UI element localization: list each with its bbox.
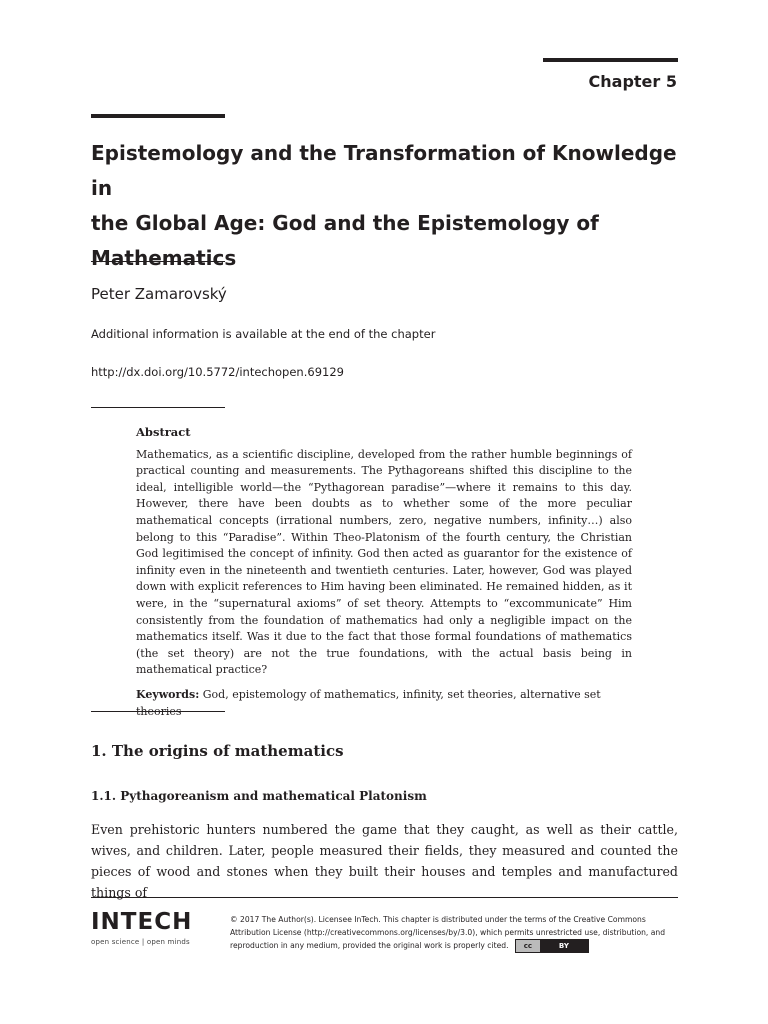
title-line-1: Epistemology and the Transformation of Knowledge in: [91, 141, 677, 200]
title-line-2: the Global Age: God and the Epistemology of: [91, 211, 599, 235]
chapter-label: Chapter 5: [588, 72, 677, 91]
keywords: [136, 687, 632, 720]
logo-tagline: open science | open minds: [91, 938, 190, 946]
doi-link[interactable]: http://dx.doi.org/10.5772/intechopen.69129: [91, 365, 344, 379]
intech-logo: [91, 910, 191, 946]
divider-title: [91, 261, 225, 262]
license-text: © 2017 The Author(s). Licensee InTech. This chapter is distributed under the terms of the Creative Commons Attribution License (http://creativecommons.org/licenses/by/3.0), which permits unrestricted use, distribution, and reproduction in any medium, provided the original work is properly cited.: [230, 915, 666, 950]
author-name: Peter Zamarovský: [91, 285, 227, 303]
keywords-text: God, epistemology of mathematics, infinity, set theories, alternative set theories: [136, 687, 601, 718]
subsection-title: 1.1. Pythagoreanism and mathematical Platonism: [91, 789, 427, 803]
abstract-heading: Abstract: [136, 425, 191, 439]
keywords-label: Keywords:: [136, 687, 200, 701]
footer-divider: [91, 897, 678, 898]
abstract-block: [136, 424, 632, 720]
chapter-bar: [543, 58, 678, 62]
additional-info: Additional information is available at the end of the chapter: [91, 327, 436, 341]
divider-abstract: [91, 407, 225, 408]
cc-by-badge-icon[interactable]: [515, 939, 589, 953]
body-paragraph: Even prehistoric hunters numbered the game that they caught, as well as their cattle, wives, and children. Later, people measured their fields, they measured and counted the pieces of wood and stones when they built their houses and temples and manufactured things of: [91, 822, 678, 900]
title-line-3: Mathematics: [91, 246, 237, 270]
cc-badge-left: cc: [516, 940, 540, 952]
cc-badge-right: BY: [540, 940, 588, 952]
license-notice: [230, 913, 682, 953]
logo-word: INTECH: [91, 909, 193, 935]
divider-section: [91, 711, 225, 712]
section-title: 1. The origins of mathematics: [91, 742, 344, 760]
chapter-title: [91, 136, 691, 276]
abstract-text: Mathematics, as a scientific discipline, developed from the rather humble beginnings of practical counting and measurements. The Pythagoreans shifted this discipline to the ideal, intelligible world—the “Pythagorean paradise”—where it remains to this day. However, there have been doubts as to whether some of the more peculiar mathematical concepts (irrational numbers, zero, negative numbers, infinity…) also belong to this “Paradise”. Within Theo-Platonism of the fourth century, the Christian God legitimised the concept of infinity. God then acted as guarantor for the existence of infinity even in the nineteenth and twentieth centuries. Later, however, God was played down with explicit references to Him having been eliminated. He remained hidden, as it were, in the “supernatural axioms” of set theory. Attempts to “excommunicate” Him consistently from the foundation of mathematics had only a negligible impact on the mathematics itself. Was it due to the fact that those formal foundations of mathematics (the set theory) are not the true foundations, with the actual basis being in mathematical practice?: [136, 447, 632, 677]
title-bar: [91, 114, 225, 118]
